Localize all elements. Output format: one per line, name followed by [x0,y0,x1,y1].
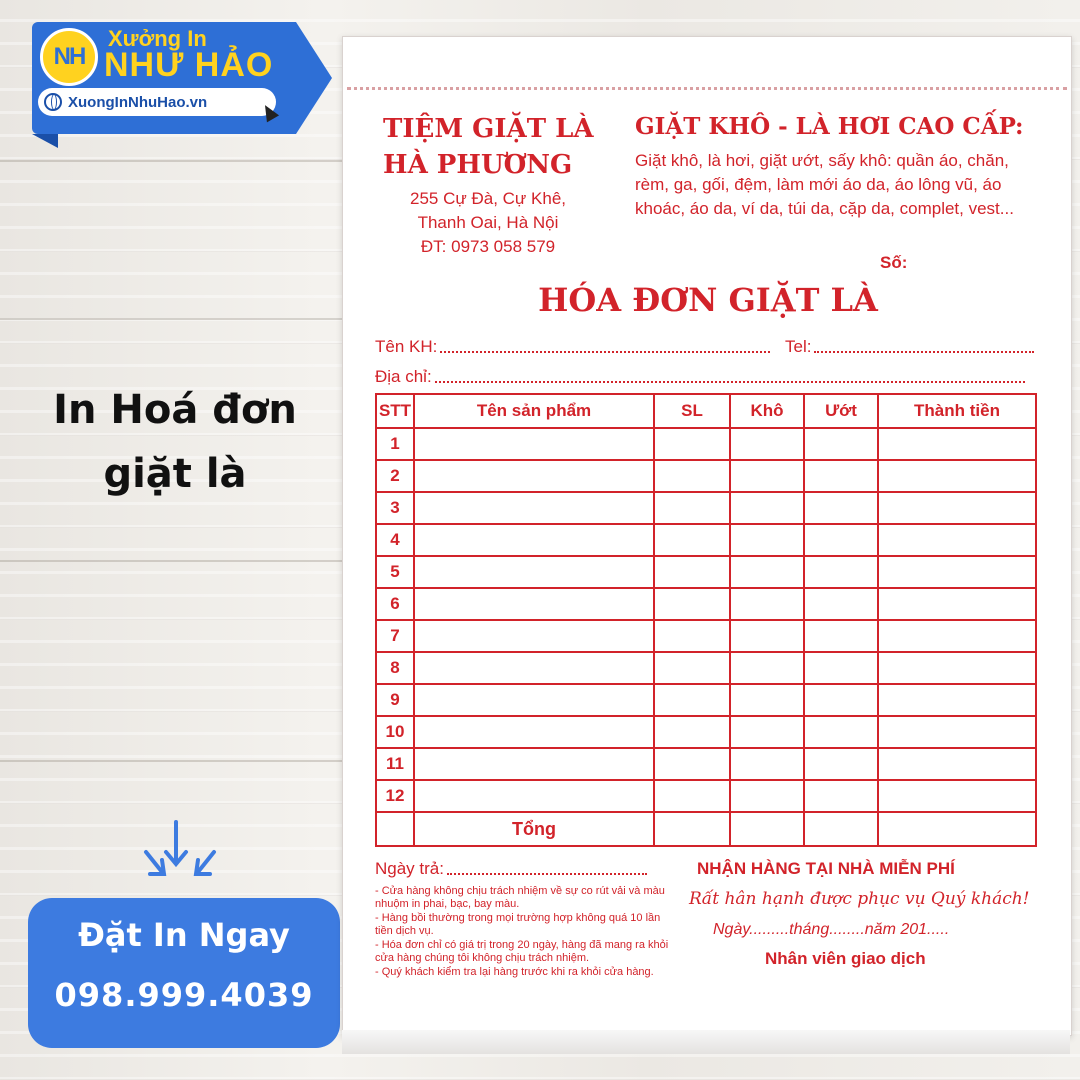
table-row [376,492,1036,524]
blank-cell [804,748,878,780]
blank-cell [414,524,654,556]
blank-cell [878,524,1036,556]
column-header: Khô [730,394,804,428]
customer-name-label: Tên KH: [375,337,438,356]
blank-cell [730,556,804,588]
table-row [376,652,1036,684]
table-row [376,716,1036,748]
row-number: 8 [376,652,414,684]
note-item: - Hóa đơn chỉ có giá trị trong 20 ngày, hàng đã mang ra khỏi cửa hàng chúng tôi không chịu trách nhiệm. [375,939,669,964]
blank-cell [414,460,654,492]
table-row [376,588,1036,620]
blank-cell [730,716,804,748]
blank-cell [654,684,730,716]
column-header: SL [654,394,730,428]
blank-cell [878,428,1036,460]
table-row [376,684,1036,716]
brand-monogram-icon: NH [40,28,98,86]
table-row [376,524,1036,556]
tel-field [785,337,1034,357]
table-row [376,748,1036,780]
blank-cell [730,652,804,684]
blank-cell [878,780,1036,812]
globe-icon [44,93,62,111]
invoice-sheet [342,36,1072,1036]
blank-cell [730,492,804,524]
banner-fold [32,134,58,148]
blank-cell [730,620,804,652]
blank-cell [654,428,730,460]
row-number: 7 [376,620,414,652]
free-pickup-text: NHẬN HÀNG TẠI NHÀ MIỄN PHÍ [697,859,955,878]
row-number: 5 [376,556,414,588]
invoice-number-label: Số: [880,253,908,272]
blank-cell [414,620,654,652]
blank-cell [414,652,654,684]
tel-label: Tel: [785,337,812,356]
blank-cell [414,588,654,620]
blank-cell [878,556,1036,588]
blank-cell [878,716,1036,748]
service-description: Giặt khô, là hơi, giặt ướt, sấy khô: quần áo, chăn, rèm, ga, gối, đệm, làm mới áo da, áo lông vũ, áo khoác, áo da, ví da, túi da, cặp da, complet, vest... [635,151,1014,218]
row-number: 10 [376,716,414,748]
brand-url-text: XuongInNhuHao.vn [68,93,208,111]
table-row [376,428,1036,460]
shop-address-2: Thanh Oai, Hà Nội [417,213,559,232]
address-field [375,367,1025,387]
blank-cell [654,460,730,492]
wood-plank-seam [0,318,345,320]
return-date-blank [447,873,647,875]
perforation-line [347,87,1067,90]
brand-url-link[interactable] [38,88,276,116]
blank-cell [730,684,804,716]
total-empty-cell [654,812,730,846]
blank-cell [804,556,878,588]
row-number: 2 [376,460,414,492]
blank-cell [804,780,878,812]
blank-cell [804,428,878,460]
return-date-field [375,859,647,879]
customer-name-field [375,337,770,357]
customer-name-blank [440,351,770,353]
blank-cell [414,748,654,780]
column-header: Tên sản phẩm [414,394,654,428]
promo-line-1: In Hoá đơn [53,387,297,433]
shop-phone: ĐT: 0973 058 579 [420,237,556,256]
blank-cell [654,748,730,780]
shop-name [383,111,594,183]
hotline-number: 098.999.4039 [54,976,314,1014]
blank-cell [878,492,1036,524]
shop-name-line-1: TIỆM GIẶT LÀ [383,114,594,144]
staff-signature-label: Nhân viên giao dịch [765,949,926,968]
total-empty-cell [376,812,414,846]
blank-cell [730,588,804,620]
blank-cell [804,492,878,524]
total-empty-cell [730,812,804,846]
blank-cell [730,428,804,460]
blank-cell [878,620,1036,652]
down-arrows-icon [140,818,230,884]
note-item: - Cửa hàng không chịu trách nhiệm về sự co rút vải và màu nhuộm in phai, bạc, bay màu. [375,885,665,910]
table-row [376,460,1036,492]
shop-name-line-2: HÀ PHƯƠNG [383,150,573,180]
blank-cell [414,780,654,812]
blank-cell [654,588,730,620]
note-item: - Hàng bồi thường trong mọi trường hợp không quá 10 lần tiền dịch vụ. [375,912,661,937]
order-now-label: Đặt In Ngay [78,916,290,954]
order-now-button[interactable] [28,898,340,1048]
wood-plank-seam [0,160,345,162]
blank-cell [804,620,878,652]
blank-cell [654,652,730,684]
blank-cell [654,780,730,812]
row-number: 12 [376,780,414,812]
blank-cell [414,492,654,524]
row-number: 3 [376,492,414,524]
table-header-row [376,394,1036,428]
blank-cell [730,460,804,492]
table-row [376,556,1036,588]
total-row [376,812,1036,846]
blank-cell [878,588,1036,620]
blank-cell [804,716,878,748]
blank-cell [878,684,1036,716]
total-label: Tổng [414,812,654,846]
blank-cell [730,780,804,812]
brand-line-1: Xưởng In [108,26,207,51]
total-empty-cell [804,812,878,846]
blank-cell [730,748,804,780]
service-title: GIẶT KHÔ - LÀ HƠI CAO CẤP: [635,113,1024,140]
promo-headline [10,378,340,506]
table-row [376,620,1036,652]
blank-cell [414,684,654,716]
items-table [375,393,1037,847]
sheet-stack-edge [342,1030,1070,1054]
tel-blank [814,351,1034,353]
blank-cell [414,716,654,748]
blank-cell [804,588,878,620]
promo-line-2: giặt là [103,451,247,497]
total-amount-cell [878,812,1036,846]
address-blank [435,381,1025,383]
address-label: Địa chỉ: [375,367,432,386]
column-header: STT [376,394,414,428]
invoice-title: HÓA ĐƠN GIẶT LÀ [538,281,878,319]
blank-cell [654,716,730,748]
blank-cell [414,556,654,588]
blank-cell [878,748,1036,780]
blank-cell [654,556,730,588]
column-header: Ướt [804,394,878,428]
blank-cell [654,492,730,524]
blank-cell [654,524,730,556]
blank-cell [804,524,878,556]
return-date-label: Ngày trả: [375,859,444,878]
wood-plank-seam [0,560,345,562]
shop-address-1: 255 Cự Đà, Cự Khê, [410,189,566,208]
column-header: Thành tiền [878,394,1036,428]
blank-cell [878,652,1036,684]
note-item: - Quý khách kiểm tra lại hàng trước khi ra khỏi cửa hàng. [375,966,654,978]
row-number: 4 [376,524,414,556]
wood-plank-seam [0,760,345,762]
row-number: 6 [376,588,414,620]
shop-info [383,187,593,259]
signature-date-line: Ngày.........tháng........năm 201..... [713,921,950,938]
blank-cell [654,620,730,652]
blank-cell [804,652,878,684]
blank-cell [804,684,878,716]
thanks-text: Rất hân hạnh được phục vụ Quý khách! [689,889,1030,909]
row-number: 11 [376,748,414,780]
blank-cell [878,460,1036,492]
row-number: 1 [376,428,414,460]
table-row [376,780,1036,812]
terms-notes [375,885,671,980]
blank-cell [414,428,654,460]
blank-cell [730,524,804,556]
brand-line-2: NHƯ HẢO [104,46,274,84]
row-number: 9 [376,684,414,716]
blank-cell [804,460,878,492]
